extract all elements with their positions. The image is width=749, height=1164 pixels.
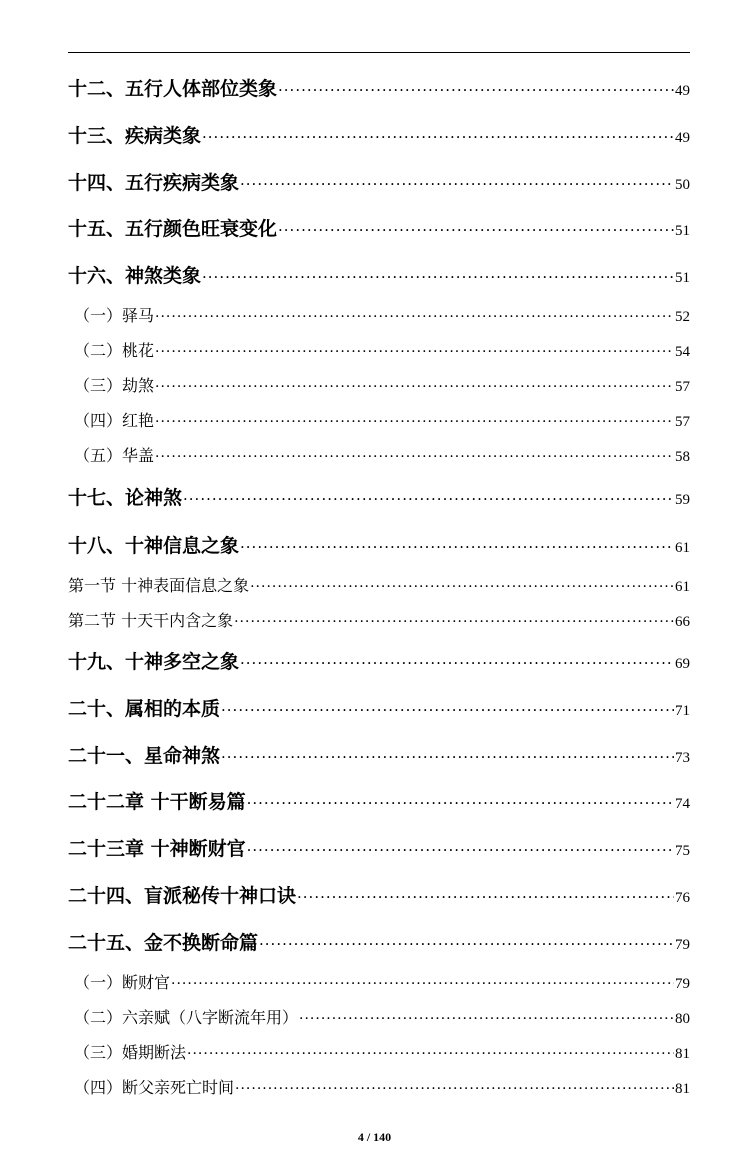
toc-entry[interactable] (68, 1005, 690, 1028)
dot-leader (278, 221, 674, 239)
toc-entry[interactable] (68, 261, 690, 288)
toc-entry-title: 十六、神煞类象 (68, 265, 202, 287)
table-of-contents (68, 0, 690, 1164)
dot-leader (171, 976, 674, 992)
toc-entry[interactable] (68, 881, 690, 908)
dot-leader (240, 538, 674, 556)
dot-leader (235, 1081, 674, 1097)
toc-entry-title: （二）六亲赋（八字断流年用） (74, 1008, 299, 1027)
toc-entry[interactable] (68, 303, 690, 326)
toc-entry-page: 79 (675, 976, 690, 992)
toc-entry[interactable] (68, 443, 690, 466)
toc-entry-page: 59 (675, 492, 690, 508)
toc-entry-title: 二十、属相的本质 (68, 698, 221, 720)
dot-leader (155, 344, 674, 360)
toc-entry-page: 81 (675, 1081, 690, 1097)
toc-entry[interactable] (68, 741, 690, 768)
toc-entry-page: 52 (675, 309, 690, 325)
dot-leader (278, 81, 674, 99)
toc-entry-page: 73 (675, 750, 690, 766)
toc-entry-title: （二）桃花 (74, 341, 155, 360)
dot-leader (202, 268, 674, 286)
toc-entry-page: 81 (675, 1046, 690, 1062)
toc-entry[interactable] (68, 338, 690, 361)
toc-entry-page: 57 (675, 414, 690, 430)
dot-leader (259, 935, 674, 953)
dot-leader (187, 1046, 674, 1062)
toc-entry-title: 第一节 十神表面信息之象 (68, 576, 250, 595)
toc-entry[interactable] (68, 970, 690, 993)
toc-entry-page: 66 (675, 614, 690, 630)
toc-entry-page: 79 (675, 937, 690, 953)
toc-entry-page: 69 (675, 656, 690, 672)
toc-entry-title: 二十五、金不换断命篇 (68, 932, 259, 954)
toc-entry-title: 第二节 十天干内含之象 (68, 611, 234, 630)
toc-entry[interactable] (68, 694, 690, 721)
toc-entry[interactable] (68, 647, 690, 674)
toc-entry-title: 二十二章 十干断易篇 (68, 791, 246, 813)
toc-entry-page: 51 (675, 270, 690, 286)
toc-entry-title: 十九、十神多空之象 (68, 651, 240, 673)
toc-entry[interactable] (68, 531, 690, 558)
dot-leader (155, 414, 674, 430)
toc-entry-page: 74 (675, 796, 690, 812)
toc-entry[interactable] (68, 373, 690, 396)
toc-entry-title: （一）驿马 (74, 306, 155, 325)
toc-entry[interactable] (68, 483, 690, 510)
toc-entry-page: 61 (675, 579, 690, 595)
toc-entry-title: （四）断父亲死亡时间 (74, 1078, 235, 1097)
dot-leader (155, 379, 674, 395)
toc-entry[interactable] (68, 928, 690, 955)
dot-leader (247, 841, 674, 859)
dot-leader (299, 1011, 674, 1027)
toc-entry-title: 十二、五行人体部位类象 (68, 78, 278, 100)
toc-entry-title: 二十三章 十神断财官 (68, 838, 246, 860)
dot-leader (247, 794, 674, 812)
toc-entry-title: （一）断财官 (74, 973, 171, 992)
toc-entry-page: 75 (675, 843, 690, 859)
dot-leader (202, 128, 674, 146)
toc-entry-title: 十四、五行疾病类象 (68, 172, 240, 194)
toc-entry-title: 十七、论神煞 (68, 487, 183, 509)
toc-entry-page: 50 (675, 177, 690, 193)
toc-entry-page: 71 (675, 703, 690, 719)
toc-entry[interactable] (68, 787, 690, 814)
toc-entry[interactable] (68, 74, 690, 101)
toc-entry[interactable] (68, 608, 690, 631)
toc-entry-title: 二十一、星命神煞 (68, 745, 221, 767)
dot-leader (240, 654, 674, 672)
toc-entry-page: 49 (675, 83, 690, 99)
toc-entry[interactable] (68, 214, 690, 241)
toc-entry[interactable] (68, 1040, 690, 1063)
toc-entry[interactable] (68, 168, 690, 195)
dot-leader (221, 748, 674, 766)
toc-entry-page: 54 (675, 344, 690, 360)
dot-leader (155, 309, 674, 325)
toc-entry-title: （五）华盖 (74, 446, 155, 465)
toc-entry-page: 76 (675, 890, 690, 906)
toc-entry-page: 61 (675, 540, 690, 556)
toc-entry-title: （四）红艳 (74, 411, 155, 430)
dot-leader (240, 175, 674, 193)
toc-entry-title: 十八、十神信息之象 (68, 535, 240, 557)
toc-entry-page: 49 (675, 130, 690, 146)
toc-entry[interactable] (68, 573, 690, 596)
dot-leader (234, 614, 674, 630)
toc-entry-title: 十三、疾病类象 (68, 125, 202, 147)
dot-leader (297, 888, 674, 906)
dot-leader (183, 490, 674, 508)
toc-entry-title: 二十四、盲派秘传十神口诀 (68, 885, 297, 907)
toc-entry-page: 58 (675, 449, 690, 465)
toc-entry-title: 十五、五行颜色旺衰变化 (68, 218, 278, 240)
dot-leader (250, 579, 674, 595)
dot-leader (221, 701, 674, 719)
toc-entry[interactable] (68, 408, 690, 431)
toc-entry[interactable] (68, 834, 690, 861)
toc-entry[interactable] (68, 1075, 690, 1098)
toc-entry-page: 51 (675, 223, 690, 239)
page-number-footer: 4 / 140 (357, 1130, 392, 1144)
toc-entry-title: （三）劫煞 (74, 376, 155, 395)
toc-entry-title: （三）婚期断法 (74, 1043, 187, 1062)
toc-entry-page: 80 (675, 1011, 690, 1027)
toc-entry-page: 57 (675, 379, 690, 395)
dot-leader (155, 449, 674, 465)
toc-entry[interactable] (68, 121, 690, 148)
